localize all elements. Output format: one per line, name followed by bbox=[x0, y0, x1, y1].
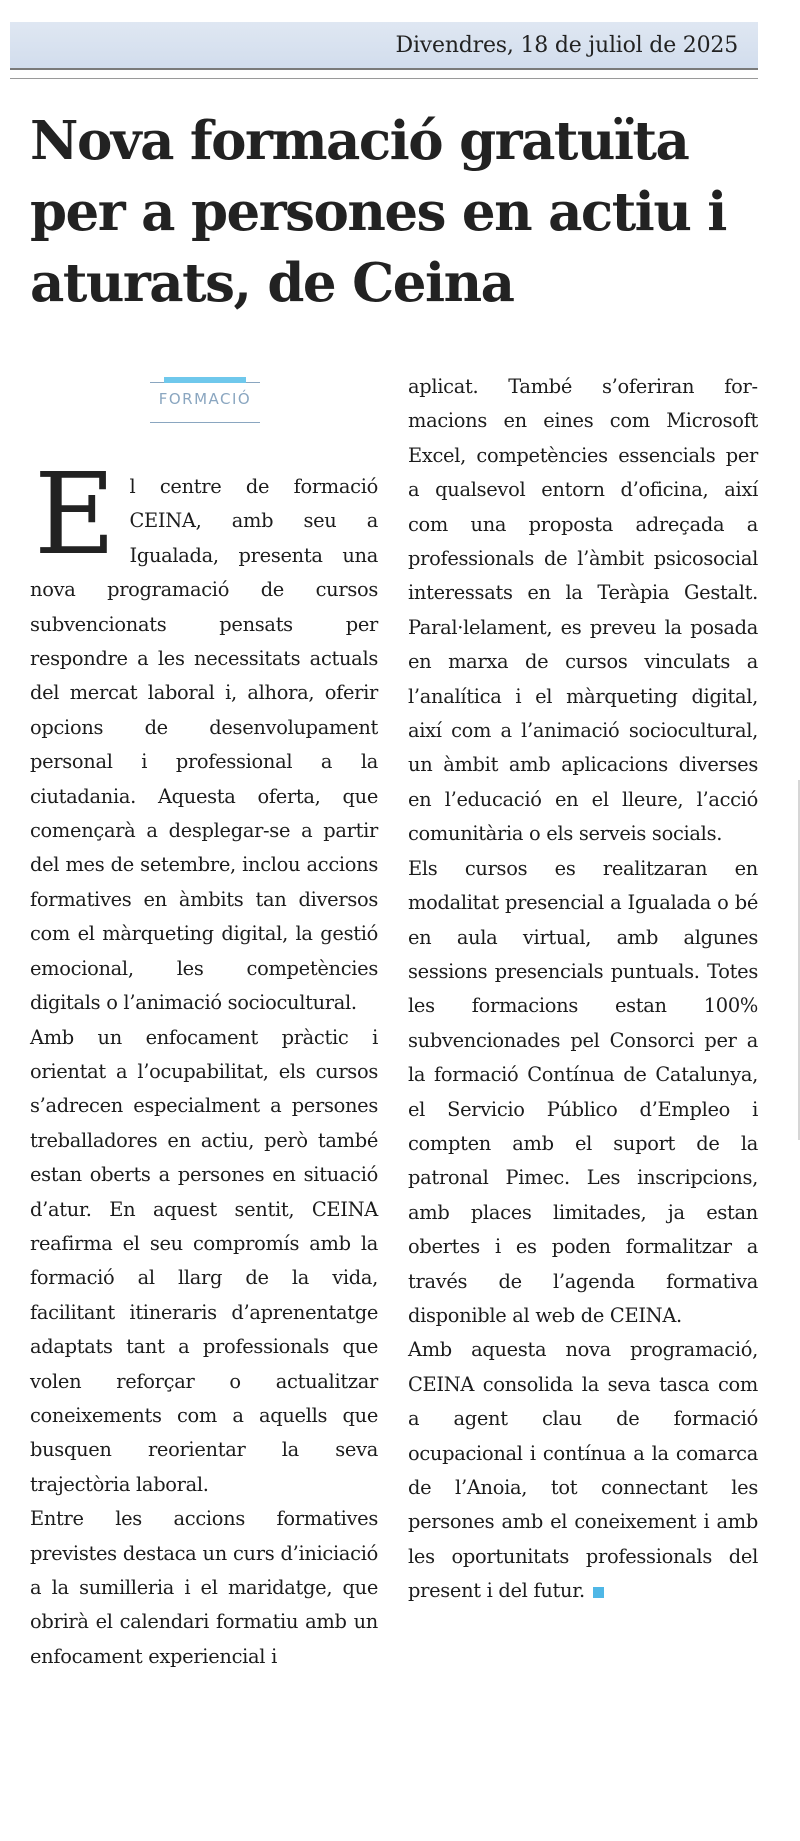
article-column-right bbox=[408, 370, 758, 1609]
section-label-accent bbox=[164, 377, 246, 383]
section-label-bottom-rule bbox=[150, 422, 260, 423]
article-paragraph-3: Entre les accions formatives previstes destaca un curs d’iniciació a la sumilleria i el maridatge, que obrirà el calendari formatiu amb un enfocament experiencial i bbox=[30, 1507, 378, 1668]
article-paragraph-5 bbox=[408, 1333, 758, 1608]
date-divider bbox=[10, 78, 758, 79]
article-paragraph-1 bbox=[30, 450, 378, 1021]
article-paragraph-5-text: Amb aquesta nova programació, CEINA consolida la seva tasca com a agent clau de formació ocupacional i contínua a la comarca de l’Anoia, tot connectant les persones amb el coneixement i amb les oportunitats professionals del present i del futur. bbox=[408, 1338, 758, 1603]
end-of-article-icon bbox=[593, 1587, 604, 1598]
article-paragraph-2: Amb un enfocament pràctic i orientat a l’ocupabilitat, els cursos s’adrecen especialment a persones treballadores en actiu, però també estan oberts a persones en situació d’atur. En aquest sentit, CEINA reafirma el seu compromís amb la formació al llarg de la vida, facilitant itineraris d’aprenentatge adaptats tant a professionals que volen reforçar o actualitzar coneixements com a aquells que busquen reorientar la seva trajectòria laboral. bbox=[30, 1025, 378, 1496]
article-paragraph-1-text: l centre de formació CEINA, amb seu a Igualada, presenta una nova programació de cursos subvencionats pensats per respondre a les necessitats actuals del mercat laboral i, alhora, oferir opcions de desenvolupament personal i professional a la ciutadania. Aquesta oferta, que començarà a desplegar-se a partir del mes de setembre, inclou accions formatives en àmbits tan diversos com el màrqueting digital, la gestió emocional, les competències digitals o l’animació sociocultural. bbox=[30, 475, 378, 1015]
article-column-left bbox=[30, 450, 378, 1674]
drop-cap: E bbox=[34, 450, 116, 580]
article-headline: Nova formació gratuïta per a persones en actiu i aturats, de Ceina bbox=[30, 110, 726, 314]
date-bar bbox=[10, 22, 758, 70]
publication-date: Divendres, 18 de juliol de 2025 bbox=[395, 33, 738, 58]
article-paragraph-4: Els cursos es realitzaran en modalitat presencial a Igualada o bé en aula virtual, amb algunes sessions presencials puntuals. Totes les formacions estan 100% subvencionades pel Consorci per a la formació Contínua de Catalunya, el Servicio Público d’Empleo i compten amb el suport de la patronal Pimec. Les inscripcions, amb places limitades, ja estan obertes i es poden formalitzar a través de l’agenda formativa disponible al web de CEINA. bbox=[408, 856, 758, 1327]
article-paragraph-3-continued: aplicat. També s’oferiran formacions en eines com Microsoft Excel, competències essencials per a qualsevol entorn d’oficina, així com una proposta adreçada a professionals de l’àmbit psicosocial interessats en la Teràpia Gestalt. Paral·lelament, es preveu la posada en marxa de cursos vinculats a l’analítica i el màrqueting digital, així com a l’animació sociocultural, un àmbit amb aplicacions diverses en l’educació en el lleure, l’acció comunitària o els serveis socials. bbox=[408, 375, 758, 846]
section-label-text: FORMACIÓ bbox=[158, 390, 252, 408]
